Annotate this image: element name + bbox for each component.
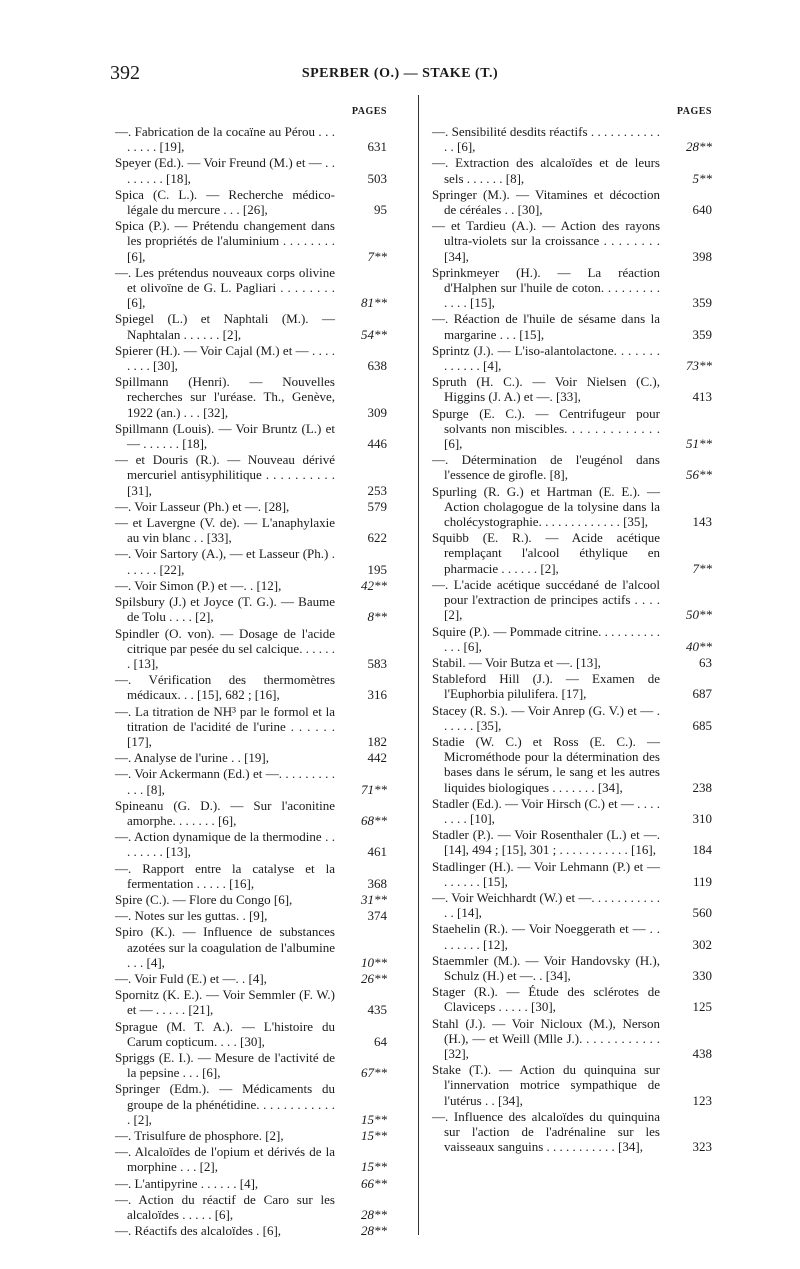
entry-page-ref: 15**	[361, 1159, 387, 1175]
entry-text: Stadler (P.). — Voir Rosenthaler (L.) et —. [14], 494 ; [15], 301 ; . . . . . . . . . . . [16],	[432, 827, 660, 858]
entry-text: Spillmann (Louis). — Voir Bruntz (L.) et — . . . . . . [18],	[115, 420, 335, 452]
entry-page-ref: 40**	[686, 638, 712, 654]
entry-page-ref: 685	[692, 717, 712, 733]
entry-page-ref: 330	[692, 967, 712, 983]
entry-page-ref: 63	[699, 654, 712, 670]
entry-text: —. Voir Fuld (E.) et —. . [4],	[115, 970, 267, 986]
index-entry	[115, 1128, 387, 1143]
entry-page-ref: 15**	[361, 1111, 387, 1127]
entry-page-ref: 73**	[686, 358, 712, 374]
index-entry	[115, 626, 387, 672]
index-entry	[115, 515, 387, 545]
entry-page-ref: 638	[367, 358, 387, 374]
entry-page-ref: 10**	[361, 954, 387, 970]
index-entry	[115, 124, 387, 154]
running-head: SPERBER (O.) — STAKE (T.)	[301, 66, 499, 81]
entry-text: Spiegel (L.) et Naphtali (M.). — Naphtalan . . . . . . [2],	[115, 311, 335, 342]
entry-page-ref: 316	[367, 687, 387, 703]
entry-text: Stadie (W. C.) et Ross (E. C.). — Microméthode pour la détermination des bases dans le sérum, le sang et les autres liquides biologiques . . . . . . . [34],	[432, 733, 660, 795]
index-entry	[115, 421, 387, 451]
entry-page-ref: 359	[692, 326, 712, 342]
entry-text: Stadlinger (H.). — Voir Lehmann (P.) et — . . . . . . [15],	[432, 858, 660, 889]
index-entry	[432, 484, 712, 530]
entry-page-ref: 81**	[361, 295, 387, 311]
index-entry	[432, 890, 712, 920]
index-entry	[115, 311, 387, 341]
entry-text: Spriggs (E. I.). — Mesure de l'activité de la pepsine . . . [6],	[115, 1049, 335, 1081]
index-entry	[115, 892, 387, 907]
index-entry	[432, 827, 712, 857]
entry-text: —. Influence des alcaloïdes du quinquina sur l'action de l'adrénaline sur les vaisseaux sanguins . . . . . . . . . . . [34],	[432, 1108, 660, 1155]
entry-text: — et Tardieu (A.). — Action des rayons ultra-violets sur la croissance . . . . . . . . [34],	[432, 218, 660, 264]
entry-text: Squibb (E. R.). — Acide acétique remplaçant l'alcool éthylique en pharmacie . . . . . . [2],	[432, 530, 660, 576]
entry-text: Stager (R.). — Étude des sclérotes de Claviceps . . . . . [30],	[432, 984, 660, 1015]
entry-page-ref: 50**	[686, 607, 712, 623]
entry-page-ref: 631	[367, 139, 387, 155]
entry-page-ref: 435	[367, 1002, 387, 1018]
index-entry	[432, 311, 712, 341]
entry-page-ref: 374	[367, 908, 387, 924]
entry-page-ref: 68**	[361, 812, 387, 828]
entry-page-ref: 51**	[686, 436, 712, 452]
entry-page-ref: 253	[367, 482, 387, 498]
entry-text: —. Notes sur les guttas. . [9],	[115, 908, 268, 924]
entry-page-ref: 95	[374, 202, 387, 218]
index-entry	[432, 265, 712, 311]
entry-text: —. Action du réactif de Caro sur les alcaloïdes . . . . . [6],	[115, 1191, 335, 1223]
entry-text: —. Voir Simon (P.) et —. . [12],	[115, 577, 282, 593]
entry-text: Spineanu (G. D.). — Sur l'aconitine amorphe. . . . . . . [6],	[115, 797, 335, 828]
left-column	[115, 104, 387, 1239]
index-entry	[432, 343, 712, 373]
index-entry	[432, 577, 712, 623]
entry-text: Spica (C. L.). — Recherche médico-légale du mercure . . . [26],	[115, 186, 335, 218]
entry-page-ref: 56**	[686, 467, 712, 483]
entry-text: —. La titration de NH³ par le formol et la titration de l'acidité de l'urine . . . . . . [17],	[115, 703, 335, 749]
index-entry	[115, 971, 387, 986]
entry-page-ref: 7**	[367, 248, 387, 264]
index-entry	[115, 265, 387, 311]
entry-text: Spierer (H.). — Voir Cajal (M.) et — . . . . . . . . [30],	[115, 342, 335, 374]
index-entry	[115, 343, 387, 373]
entry-page-ref: 31**	[361, 891, 387, 907]
entry-text: Spire (C.). — Flore du Congo [6],	[115, 891, 293, 907]
entry-text: —. Rapport entre la catalyse et la fermentation . . . . . [16],	[115, 860, 335, 891]
entry-page-ref: 461	[367, 844, 387, 860]
index-entry	[115, 766, 387, 796]
entry-text: —. Analyse de l'urine . . [19],	[115, 750, 269, 766]
entry-text: Speyer (Ed.). — Voir Freund (M.) et — . . . . . . . . [18],	[115, 155, 335, 186]
left-entry-list	[115, 124, 387, 1238]
entry-page-ref: 67**	[361, 1065, 387, 1081]
right-entry-list	[432, 124, 712, 1154]
entry-text: —. Voir Sartory (A.), — et Lasseur (Ph.) . . . . . . [22],	[115, 546, 335, 577]
index-entry	[115, 374, 387, 420]
index-entry	[115, 452, 387, 498]
index-entry	[115, 155, 387, 185]
entry-page-ref: 8**	[367, 609, 387, 625]
entry-page-ref: 119	[692, 873, 712, 889]
entry-text: —. L'acide acétique succédané de l'alcool pour l'extraction de principes actifs . . . . [2],	[432, 576, 660, 623]
entry-text: — et Douris (R.). — Nouveau dérivé mercuriel antisyphilitique . . . . . . . . . . [31],	[115, 452, 335, 498]
index-entry	[115, 829, 387, 859]
entry-page-ref: 123	[692, 1092, 712, 1108]
entry-page-ref: 687	[692, 686, 712, 702]
entry-page-ref: 309	[367, 404, 387, 420]
entry-page-ref: 182	[367, 733, 387, 749]
entry-text: Spruth (H. C.). — Voir Nielsen (C.), Higgins (J. A.) et —. [33],	[432, 374, 660, 405]
index-entry	[432, 452, 712, 482]
index-entry	[115, 1223, 387, 1238]
entry-page-ref: 446	[367, 436, 387, 452]
pages-column-label: PAGES	[351, 106, 387, 117]
entry-page-ref: 184	[692, 842, 712, 858]
index-entry	[115, 546, 387, 576]
entry-text: Stadler (Ed.). — Voir Hirsch (C.) et — . . . . . . . . [10],	[432, 795, 660, 826]
entry-text: —. Trisulfure de phosphore. [2],	[115, 1128, 284, 1143]
index-entry	[432, 796, 712, 826]
index-entry	[432, 671, 712, 701]
entry-text: Spilsbury (J.) et Joyce (T. G.). — Baume de Tolu . . . . [2],	[115, 594, 335, 625]
entry-text: —. Réaction de l'huile de sésame dans la margarine . . . [15],	[432, 311, 660, 342]
entry-page-ref: 26**	[361, 970, 387, 986]
page-number: 392	[110, 62, 140, 84]
entry-text: —. Vérification des thermomètres médicaux. . . [15], 682 ; [16],	[115, 672, 335, 703]
index-entry	[115, 908, 387, 923]
entry-text: —. Fabrication de la cocaïne au Pérou . . . . . . . . [19],	[115, 124, 335, 155]
index-entry	[432, 655, 712, 670]
entry-text: —. Extraction des alcaloïdes et de leurs sels . . . . . . [8],	[432, 155, 660, 186]
entry-text: Stahl (J.). — Voir Nicloux (M.), Nerson (H.), — et Weill (Mlle J.). . . . . . . . . . . . [32],	[432, 1015, 660, 1061]
index-entry	[115, 1050, 387, 1080]
entry-text: —. Action dynamique de la thermodine . . . . . . . . [13],	[115, 829, 335, 860]
index-entry	[115, 750, 387, 765]
entry-page-ref: 560	[692, 905, 712, 921]
index-entry	[432, 734, 712, 795]
right-column	[432, 104, 712, 1155]
entry-text: Springer (Edm.). — Médicaments du groupe de la phénétidine. . . . . . . . . . . . . [2],	[115, 1081, 335, 1127]
index-entry	[115, 861, 387, 891]
index-entry	[115, 218, 387, 264]
index-entry	[115, 924, 387, 970]
entry-text: Squire (P.). — Pommade citrine. . . . . . . . . . . . . [6],	[432, 623, 660, 654]
entry-text: —. Voir Ackermann (Ed.) et —. . . . . . . . . . . . [8],	[115, 766, 335, 797]
entry-text: Spica (P.). — Prétendu changement dans les propriétés de l'aluminium . . . . . . . . [6],	[115, 218, 335, 264]
index-entry	[115, 704, 387, 750]
index-entry	[115, 594, 387, 624]
index-entry	[115, 578, 387, 593]
entry-page-ref: 143	[692, 514, 712, 530]
index-entry	[432, 984, 712, 1014]
index-entry	[115, 798, 387, 828]
index-entry	[432, 374, 712, 404]
entry-page-ref: 15**	[361, 1128, 387, 1143]
index-entry	[432, 406, 712, 452]
entry-page-ref: 310	[692, 810, 712, 826]
entry-text: Stableford Hill (J.). — Examen de l'Euphorbia pilulifera. [17],	[432, 671, 660, 702]
index-entry	[432, 155, 712, 185]
entry-page-ref: 125	[692, 999, 712, 1015]
index-entry	[432, 1016, 712, 1062]
entry-page-ref: 66**	[361, 1175, 387, 1191]
entry-text: Springer (M.). — Vitamines et décoction de céréales . . [30],	[432, 186, 660, 218]
index-entry	[432, 859, 712, 889]
entry-text: Sprintz (J.). — L'iso-alantolactone. . . . . . . . . . . . . [4],	[432, 342, 660, 374]
entry-page-ref: 7**	[692, 560, 712, 576]
entry-page-ref: 442	[367, 750, 387, 766]
entry-page-ref: 28**	[361, 1207, 387, 1223]
entry-text: —. Sensibilité desdits réactifs . . . . . . . . . . . . . [6],	[432, 124, 660, 155]
entry-text: Stake (T.). — Action du quinquina sur l'innervation motrice sympathique de l'utérus . . [34],	[432, 1062, 660, 1108]
entry-page-ref: 28**	[686, 139, 712, 155]
index-entry	[432, 1062, 712, 1108]
entry-page-ref: 28**	[361, 1223, 387, 1239]
index-entry	[432, 624, 712, 654]
index-entry	[432, 218, 712, 264]
entry-text: Spindler (O. von). — Dosage de l'acide citrique par pesée du sel calcique. . . . . . . [13],	[115, 625, 335, 671]
entry-page-ref: 579	[367, 498, 387, 514]
entry-text: Sprague (M. T. A.). — L'histoire du Carum copticum. . . . [30],	[115, 1018, 335, 1049]
entry-text: Spillmann (Henri). — Nouvelles recherches sur l'uréase. Th., Genève, 1922 (an.) . . . [32],	[115, 374, 335, 420]
entry-text: —. Voir Weichhardt (W.) et —. . . . . . . . . . . . . [14],	[432, 889, 660, 921]
pages-column-label: PAGES	[676, 106, 712, 117]
index-entry	[432, 187, 712, 217]
index-entry	[115, 499, 387, 514]
entry-page-ref: 5**	[692, 170, 712, 186]
entry-text: Spurling (R. G.) et Hartman (E. E.). — Action cholagogue de la tolysine dans la cholécystographie. . . . . . . . . . . . . [35],	[432, 483, 660, 530]
index-entry	[432, 530, 712, 576]
entry-page-ref: 302	[692, 936, 712, 952]
entry-text: —. Voir Lasseur (Ph.) et —. [28],	[115, 498, 290, 514]
entry-page-ref: 438	[692, 1045, 712, 1061]
entry-text: —. Réactifs des alcaloïdes . [6],	[115, 1223, 282, 1239]
entry-page-ref: 503	[367, 170, 387, 186]
entry-page-ref: 42**	[361, 577, 387, 593]
index-entry	[115, 1081, 387, 1127]
entry-text: — et Lavergne (V. de). — L'anaphylaxie au vin blanc . . [33],	[115, 515, 335, 546]
entry-page-ref: 583	[367, 655, 387, 671]
index-entry	[115, 672, 387, 702]
entry-text: Stabil. — Voir Butza et —. [13],	[432, 654, 601, 670]
index-entry	[432, 124, 712, 154]
entry-text: Stacey (R. S.). — Voir Anrep (G. V.) et — . . . . . . [35],	[432, 702, 660, 733]
index-entry	[432, 921, 712, 951]
index-entry	[432, 703, 712, 733]
entry-text: —. Les prétendus nouveaux corps olivine et olivoïne de G. L. Pagliari . . . . . . . . [6],	[115, 264, 335, 311]
index-entry	[432, 953, 712, 983]
entry-page-ref: 622	[367, 530, 387, 546]
entry-text: —. Alcaloïdes de l'opium et dérivés de la morphine . . . [2],	[115, 1144, 335, 1175]
entry-text: Sprinkmeyer (H.). — La réaction d'Halphen sur l'huile de coton. . . . . . . . . . . . . [15],	[432, 264, 660, 311]
entry-text: Spiro (K.). — Influence de substances azotées sur la coagulation de l'albumine . . . [4],	[115, 924, 335, 970]
index-entry	[115, 187, 387, 217]
entry-text: Staemmler (M.). — Voir Handovsky (H.), Schulz (H.) et —. . [34],	[432, 952, 660, 983]
entry-page-ref: 195	[367, 561, 387, 577]
entry-text: —. Détermination de l'eugénol dans l'essence de girofle. [8],	[432, 452, 660, 483]
entry-page-ref: 398	[692, 248, 712, 264]
index-entry	[115, 1144, 387, 1174]
entry-page-ref: 368	[367, 875, 387, 891]
entry-text: Spornitz (K. E.). — Voir Semmler (F. W.) et — . . . . . [21],	[115, 987, 335, 1018]
entry-page-ref: 413	[692, 389, 712, 405]
index-entry	[115, 987, 387, 1017]
entry-page-ref: 238	[692, 779, 712, 795]
entry-text: Staehelin (R.). — Voir Noeggerath et — . . . . . . . . [12],	[432, 921, 660, 952]
index-entry	[115, 1176, 387, 1191]
index-entry	[115, 1192, 387, 1222]
column-divider	[418, 95, 419, 1235]
entry-page-ref: 640	[692, 202, 712, 218]
index-entry	[432, 1109, 712, 1155]
entry-page-ref: 359	[692, 295, 712, 311]
entry-page-ref: 323	[692, 1139, 712, 1155]
entry-page-ref: 71**	[361, 781, 387, 797]
entry-page-ref: 54**	[361, 326, 387, 342]
entry-text: Spurge (E. C.). — Centrifugeur pour solvants non miscibles. . . . . . . . . . . . . [6],	[432, 405, 660, 452]
index-entry	[115, 1019, 387, 1049]
entry-text: —. L'antipyrine . . . . . . [4],	[115, 1175, 259, 1191]
entry-page-ref: 64	[374, 1033, 387, 1049]
